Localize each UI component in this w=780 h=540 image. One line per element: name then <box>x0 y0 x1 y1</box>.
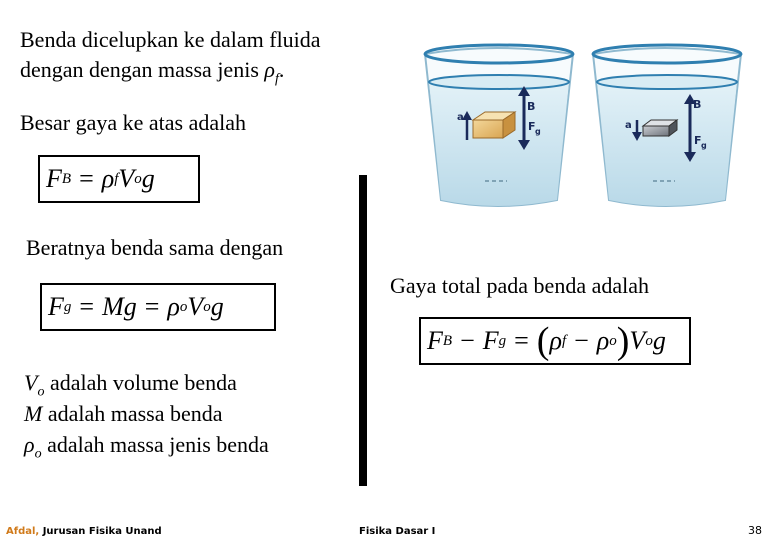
left-a-label: a <box>457 112 464 123</box>
rho-o-sub: o <box>179 298 188 315</box>
buoyancy-label: Besar gaya ke atas adalah <box>20 110 246 135</box>
fb-symbol: F <box>46 164 62 193</box>
g-symbol: g <box>141 164 155 193</box>
intro-line-1: Benda dicelupkan ke dalam fluida <box>20 27 321 52</box>
def-text: adalah massa jenis benda <box>41 432 269 457</box>
g-symbol: g <box>652 326 666 355</box>
right-fg-sub: g <box>701 141 707 150</box>
rho-f-sub: f <box>114 170 119 187</box>
glasses-figure <box>415 40 745 218</box>
footer-course: Fisika Dasar I <box>359 526 436 537</box>
vertical-divider <box>359 175 367 486</box>
fg-symbol: F <box>482 326 499 355</box>
rho-f-sub: f <box>561 332 567 349</box>
right-a-label: a <box>625 120 632 131</box>
page-number: 38 <box>748 524 762 537</box>
right-fg-label: F <box>694 134 702 147</box>
fg-sub: g <box>498 332 507 349</box>
fb-sub: B <box>442 332 453 349</box>
v-symbol: V <box>187 292 204 321</box>
rho-o-sub: o <box>609 332 617 349</box>
wood-block <box>473 112 515 138</box>
def-symbol: M <box>24 401 43 426</box>
v-sub: o <box>645 332 653 349</box>
rho-symbol: ρ <box>264 57 275 82</box>
def-text: adalah massa benda <box>42 401 223 426</box>
left-b-label: B <box>527 100 536 113</box>
minus-sign: − <box>460 326 475 355</box>
footer-author-dept <box>6 526 162 537</box>
open-paren: ( <box>536 320 550 362</box>
buoyancy-formula <box>38 155 200 203</box>
v-symbol: V <box>629 326 646 355</box>
v-sub: o <box>203 298 211 315</box>
left-glass <box>425 45 573 206</box>
footer-author: Afdal, <box>6 526 40 537</box>
definition-density <box>24 432 269 467</box>
left-fg-sub: g <box>535 127 541 136</box>
equals-sign-2: = <box>144 292 160 321</box>
def-sub: o <box>34 446 42 462</box>
footer-department: Jurusan Fisika Unand <box>39 526 162 537</box>
rho-o-symbol: ρ <box>167 292 180 321</box>
equals-sign: = <box>79 164 94 193</box>
def-symbol: V <box>24 370 38 395</box>
rho-sub: f <box>274 71 279 87</box>
mg-symbol: Mg <box>102 292 137 321</box>
equals-sign-1: = <box>79 292 95 321</box>
def-text: adalah volume benda <box>44 370 237 395</box>
intro-line-2 <box>20 57 284 92</box>
intro-line-2-prefix: dengan dengan massa jenis <box>20 57 265 82</box>
metal-block <box>643 120 677 136</box>
fb-symbol: F <box>427 326 443 355</box>
right-glass <box>593 45 741 206</box>
minus-sign-2: − <box>574 326 589 355</box>
rho-o-symbol: ρ <box>596 326 610 355</box>
v-sub: o <box>134 170 142 187</box>
weight-formula <box>40 283 276 331</box>
intro-line-2-suffix: . <box>278 57 285 82</box>
net-force-formula <box>419 317 691 365</box>
def-sub: o <box>37 384 45 400</box>
v-symbol: V <box>118 164 135 193</box>
net-force-label: Gaya total pada benda adalah <box>390 273 649 298</box>
fg-sub: g <box>63 298 72 315</box>
equals-sign: = <box>514 326 529 355</box>
def-symbol: ρ <box>24 432 35 457</box>
fb-sub: B <box>61 170 72 187</box>
right-b-label: B <box>693 98 702 111</box>
definition-mass <box>24 401 223 427</box>
rho-f-symbol: ρ <box>549 326 562 355</box>
weight-label: Beratnya benda sama dengan <box>26 235 284 260</box>
close-paren: ) <box>616 320 630 362</box>
left-fg-label: F <box>528 120 536 133</box>
fg-symbol: F <box>48 292 64 321</box>
rho-f-symbol: ρ <box>101 164 115 193</box>
g-symbol: g <box>210 292 224 321</box>
